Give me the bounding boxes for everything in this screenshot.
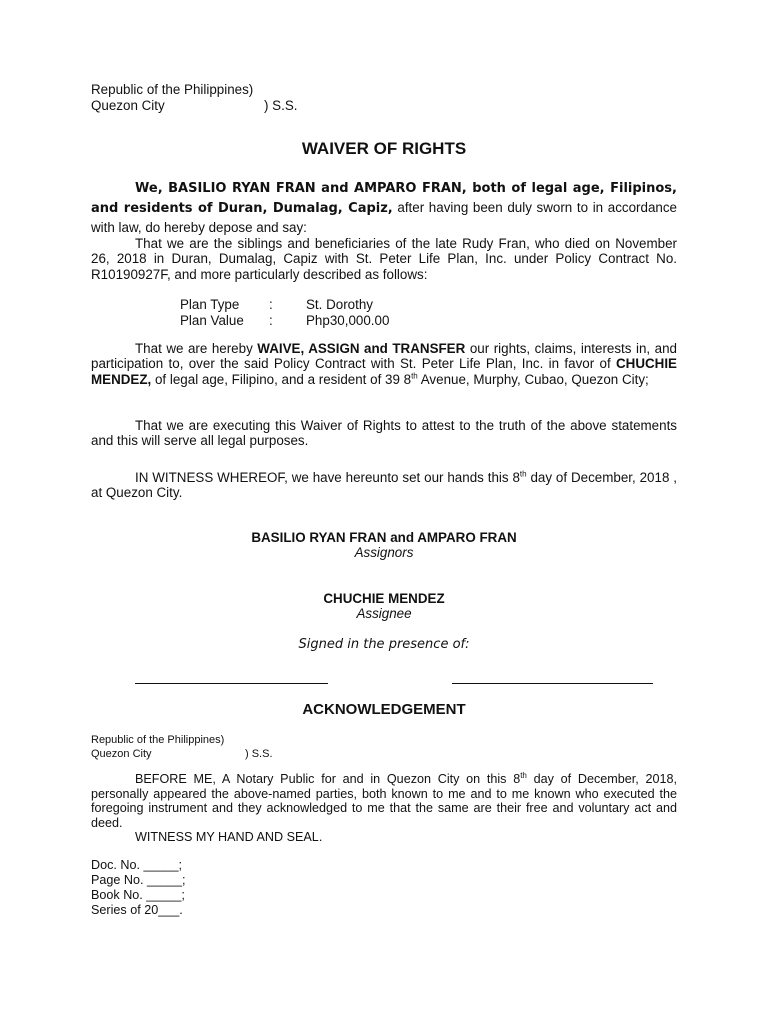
whereof-th: th bbox=[519, 469, 527, 479]
waiver-th: th bbox=[411, 371, 418, 381]
ack-th: th bbox=[520, 770, 527, 780]
intro-we: We, bbox=[135, 181, 169, 196]
waiver-assignee: CHUCHIE MENDEZ, bbox=[91, 356, 677, 387]
acknowledgement-paragraph bbox=[91, 772, 677, 830]
book-no: Book No. _____; bbox=[91, 888, 185, 902]
purpose-text: That we are executing this Waiver of Rights to attest to the truth of the above statements and this will serve all legal purposes. bbox=[91, 418, 677, 449]
witness-seal-text: WITNESS MY HAND AND SEAL. bbox=[135, 830, 323, 844]
plan-details bbox=[180, 297, 389, 328]
ack-text-a: BEFORE ME, A Notary Public for and in Quezon City on this 8 bbox=[135, 772, 521, 786]
whereof-text-c: day of December, 2018 , at Quezon City. bbox=[91, 470, 677, 501]
waiver-action: WAIVE, ASSIGN and TRANSFER bbox=[257, 341, 466, 356]
series-no: Series of 20___. bbox=[91, 903, 183, 917]
venue-city: Quezon City bbox=[91, 98, 165, 113]
witness-signature-line-right bbox=[452, 683, 653, 684]
assignors-names: BASILIO RYAN FRAN and AMPARO FRAN bbox=[251, 530, 517, 545]
assignee-name: CHUCHIE MENDEZ bbox=[323, 591, 445, 606]
plan-type-value: St. Dorothy bbox=[306, 297, 373, 312]
intro-rest: after having been duly sworn to in accordance with law, do hereby depose and say: bbox=[91, 200, 677, 235]
page-title: WAIVER OF RIGHTS bbox=[301, 139, 467, 158]
witness-whereof-paragraph bbox=[91, 470, 677, 501]
intro-residence: both of legal age, Filipinos, and residents of Duran, Dumalag, Capiz, bbox=[91, 181, 677, 216]
plan-type-label: Plan Type bbox=[180, 297, 240, 312]
witness-signature-line-left bbox=[135, 683, 328, 684]
plan-value-value: Php30,000.00 bbox=[306, 312, 390, 328]
notary-entries bbox=[91, 858, 186, 918]
venue-header bbox=[91, 82, 297, 114]
waiver-text-g: Avenue, Murphy, Cubao, Quezon City; bbox=[417, 371, 649, 387]
doc-no: Doc. No. _____; bbox=[91, 858, 183, 872]
ack-text-c: day of December, 2018, personally appeared the above-named parties, both known to me and to me known who executed the foregoing instrument and they acknowledged to me that the same are their free and voluntary act and deed. bbox=[91, 772, 677, 830]
waiver-paragraph bbox=[91, 341, 677, 387]
siblings-paragraph bbox=[91, 236, 677, 282]
ack-venue-header bbox=[91, 734, 273, 762]
ack-venue-republic: Republic of the Philippines) bbox=[91, 734, 225, 746]
waiver-text-e: of legal age, Filipino, and a resident of 39 8 bbox=[151, 371, 412, 387]
siblings-text: That we are the siblings and beneficiaries of the late Rudy Fran, who died on November 26, 2018 in Duran, Dumalag, Capiz with St. Peter Life Plan, Inc. under Policy Contract No. R10190927F, and more particularly described as follows: bbox=[91, 236, 677, 282]
presence-text: Signed in the presence of: bbox=[298, 637, 470, 652]
assignee-role: Assignee bbox=[356, 606, 412, 621]
acknowledgement-title: ACKNOWLEDGEMENT bbox=[302, 701, 466, 718]
intro-names: BASILIO RYAN FRAN and AMPARO FRAN, bbox=[168, 181, 467, 196]
assignors-role: Assignors bbox=[354, 545, 414, 560]
waiver-text-a: That we are hereby bbox=[135, 341, 258, 356]
plan-type-colon: : bbox=[269, 297, 273, 312]
plan-value-label: Plan Value bbox=[180, 312, 244, 328]
ack-venue-ss: ) S.S. bbox=[245, 748, 273, 760]
intro-paragraph bbox=[91, 178, 677, 237]
witness-seal-line bbox=[91, 830, 677, 845]
purpose-paragraph bbox=[91, 418, 677, 449]
ack-venue-city: Quezon City bbox=[91, 748, 152, 760]
waiver-text-c: our rights, claims, interests in, and participation to, over the said Policy Contract with St. Peter Life Plan, Inc. in favor of bbox=[91, 341, 677, 372]
plan-value-colon: : bbox=[269, 312, 273, 328]
whereof-text-a: IN WITNESS WHEREOF, we have hereunto set our hands this 8 bbox=[135, 470, 520, 485]
venue-ss: ) S.S. bbox=[264, 98, 298, 113]
page-no: Page No. _____; bbox=[91, 873, 186, 887]
venue-republic: Republic of the Philippines) bbox=[91, 82, 254, 97]
